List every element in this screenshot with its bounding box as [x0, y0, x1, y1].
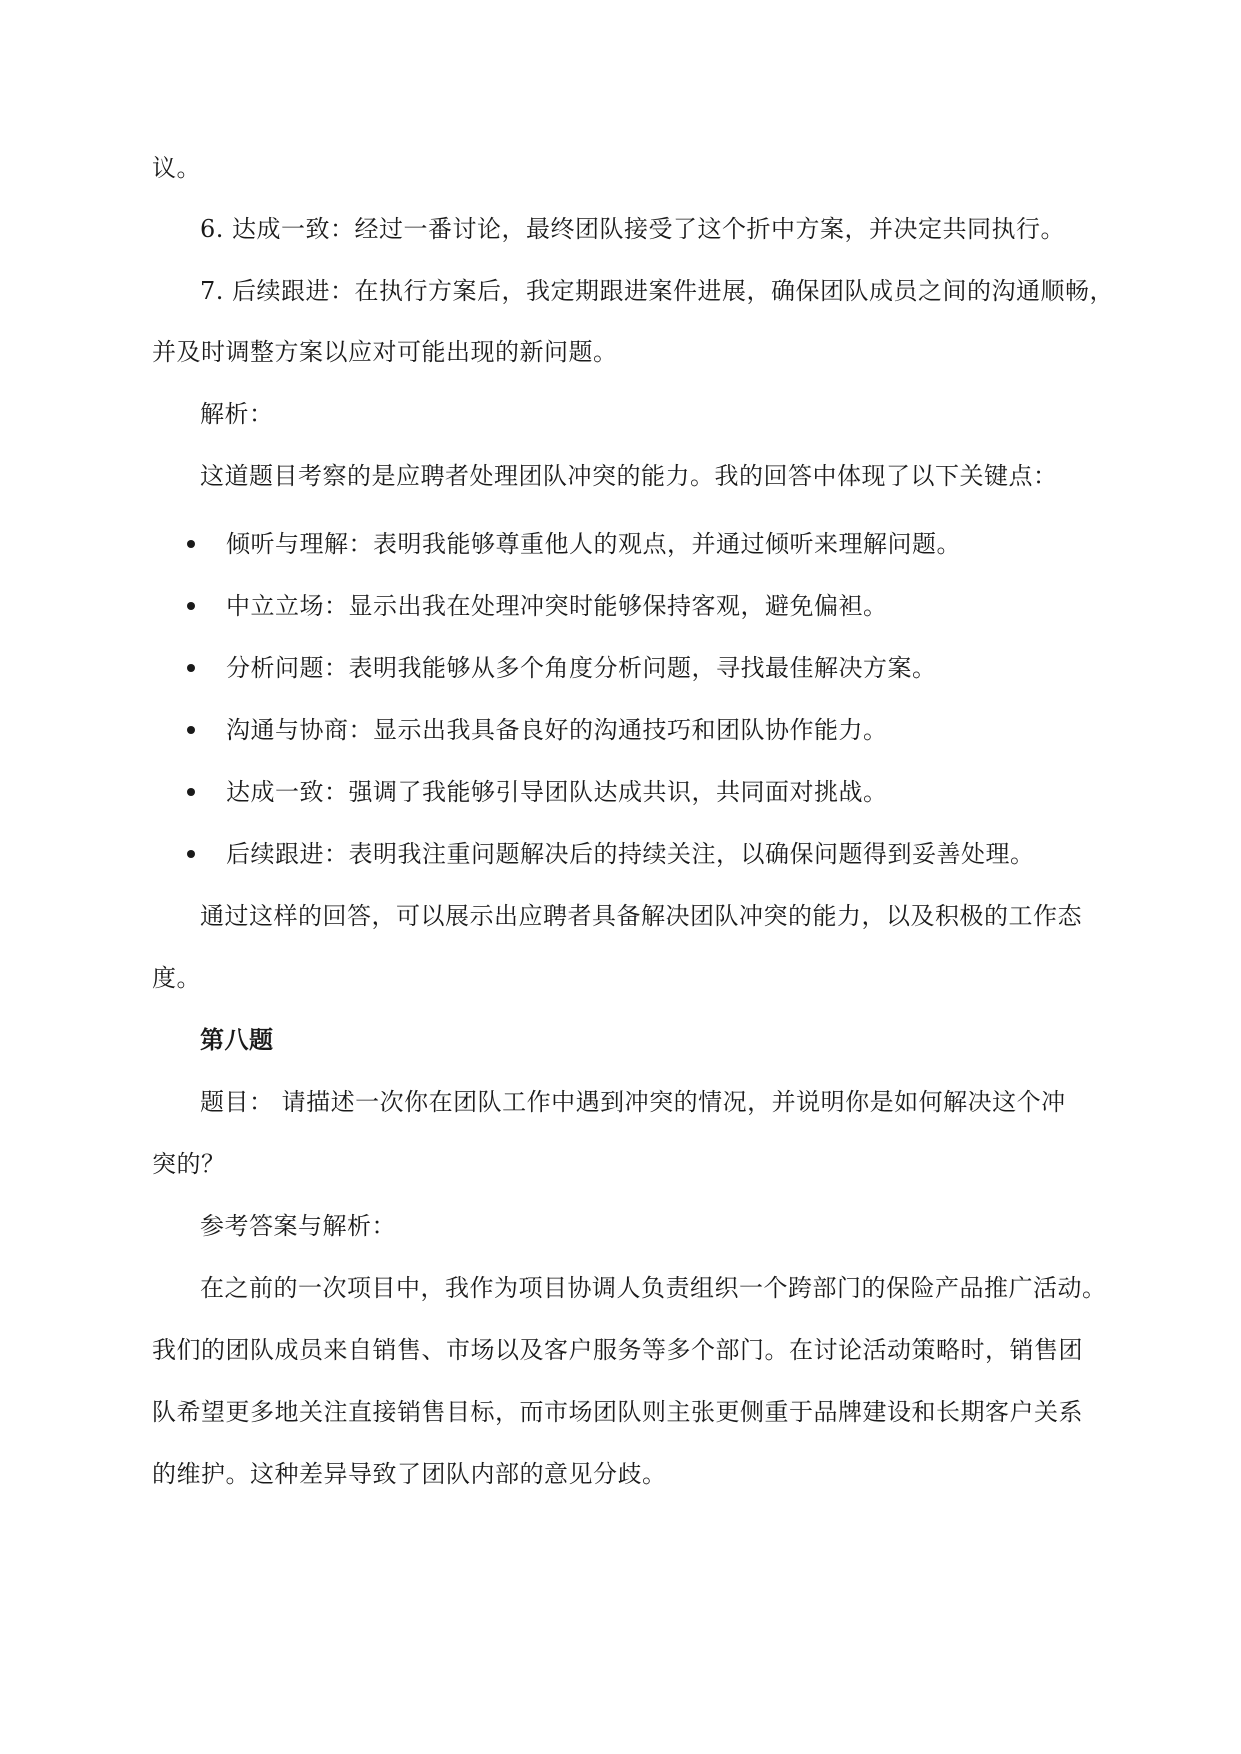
list-item-text: 分析问题：表明我能够从多个角度分析问题，寻找最佳解决方案。 [226, 654, 937, 682]
answer-line-1: 在之前的一次项目中，我作为项目协调人负责组织一个跨部门的保险产品推广活动。 [200, 1274, 1107, 1302]
question-line-2: 突的？ [152, 1150, 226, 1178]
bullet-icon [187, 850, 195, 858]
step-7-line-1: 7. 后续跟进：在执行方案后，我定期跟进案件进展，确保团队成员之间的沟通顺畅， [200, 277, 1115, 305]
bullet-icon [187, 726, 195, 734]
step-6: 6. 达成一致：经过一番讨论，最终团队接受了这个折中方案，并决定共同执行。 [200, 215, 1066, 243]
bullet-icon [187, 540, 195, 548]
answer-line-2: 我们的团队成员来自销售、市场以及客户服务等多个部门。在讨论活动策略时，销售团 [152, 1336, 1083, 1364]
paragraph-continuation: 议。 [152, 154, 201, 182]
question-line-1: 题目： 请描述一次你在团队工作中遇到冲突的情况，并说明你是如何解决这个冲 [200, 1088, 1066, 1116]
analysis-intro: 这道题目考察的是应聘者处理团队冲突的能力。我的回答中体现了以下关键点： [200, 462, 1058, 490]
bullet-icon [187, 602, 195, 610]
conclusion-line-2: 度。 [152, 964, 201, 992]
answer-line-4: 的维护。这种差异导致了团队内部的意见分歧。 [152, 1460, 667, 1488]
step-7-line-2: 并及时调整方案以应对可能出现的新问题。 [152, 338, 618, 366]
conclusion-line-1: 通过这样的回答，可以展示出应聘者具备解决团队冲突的能力，以及积极的工作态 [200, 902, 1082, 930]
answer-line-3: 队希望更多地关注直接销售目标，而市场团队则主张更侧重于品牌建设和长期客户关系 [152, 1398, 1083, 1426]
bullet-icon [187, 788, 195, 796]
answer-label: 参考答案与解析： [200, 1212, 396, 1240]
bullet-icon [187, 664, 195, 672]
section-title: 第八题 [200, 1026, 274, 1054]
list-item-text: 沟通与协商：显示出我具备良好的沟通技巧和团队协作能力。 [226, 716, 888, 744]
list-item-text: 达成一致：强调了我能够引导团队达成共识，共同面对挑战。 [226, 778, 888, 806]
list-item-text: 中立立场：显示出我在处理冲突时能够保持客观，避免偏袒。 [226, 592, 888, 620]
list-item-text: 后续跟进：表明我注重问题解决后的持续关注，以确保问题得到妥善处理。 [226, 840, 1035, 868]
list-item-text: 倾听与理解：表明我能够尊重他人的观点，并通过倾听来理解问题。 [226, 530, 961, 558]
analysis-label: 解析： [200, 400, 274, 428]
